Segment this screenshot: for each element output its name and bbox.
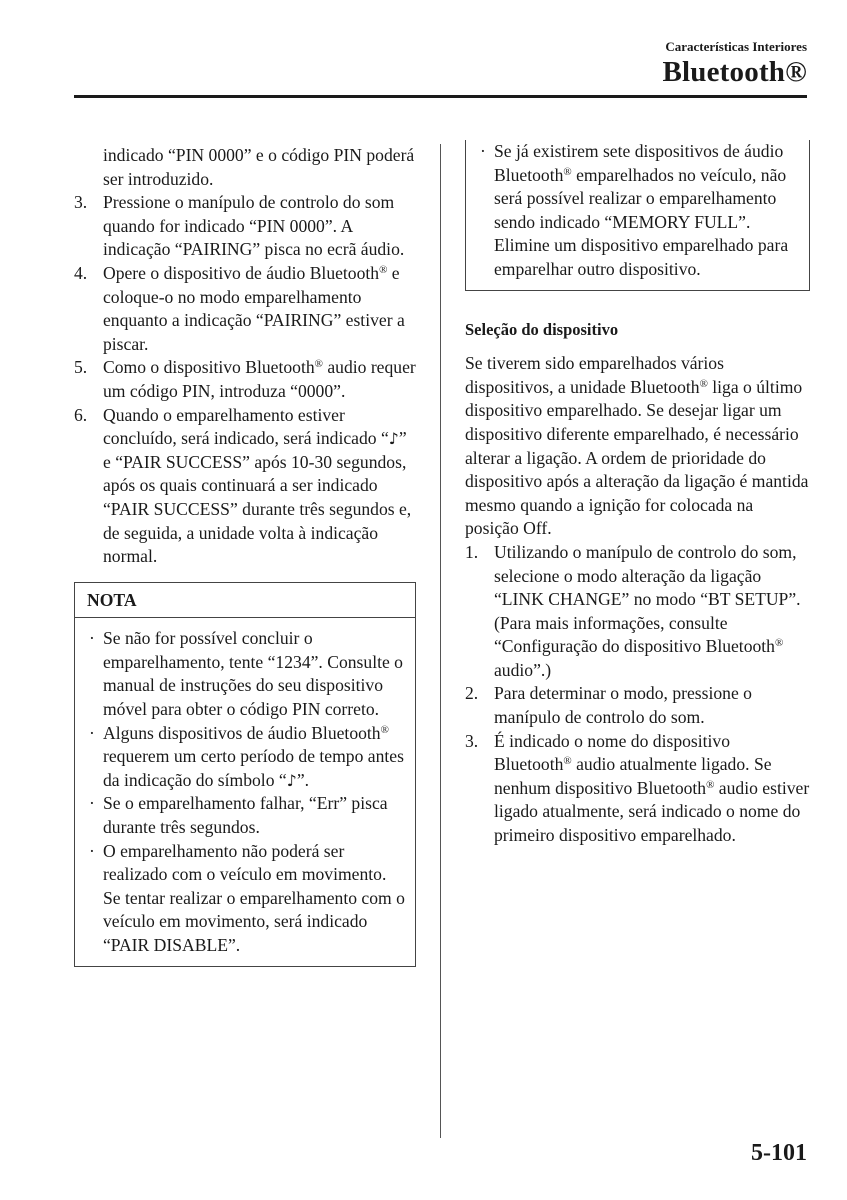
- registered-mark: ®: [706, 778, 715, 791]
- step-item: [465, 730, 810, 848]
- bullet-text: Se não for possível concluir o emparelhamento, tente “1234”. Consulte o manual de instruções do seu dispositivo móvel para obter o código PIN correto.: [103, 628, 403, 720]
- registered-mark: ®: [563, 165, 572, 178]
- section-subheading: Seleção do dispositivo: [465, 319, 619, 339]
- step-text: Utilizando o manípulo de controlo do som, selecione o modo alteração da ligação “LINK CHANGE” no modo “BT SETUP”. (Para mais informações, consulte “Configuração do dispositivo Bluetooth® audio”.): [494, 541, 801, 680]
- music-note-icon: ♪: [388, 429, 399, 449]
- continued-text: indicado “PIN 0000” e o código PIN poderá ser introduzido.: [103, 145, 415, 189]
- music-note-icon: ♪: [286, 770, 297, 790]
- bullet-dot: ·: [480, 141, 486, 161]
- bullet-text: Se já existirem sete dispositivos de áudio Bluetooth® emparelhados no veículo, não será possível realizar o emparelhamento sendo indicado “MEMORY FULL”. Elimine um dispositivo emparelhado para emparelhar outro dispositivo.: [494, 141, 789, 279]
- step-number: 3.: [74, 192, 88, 213]
- paragraph: Se tiverem sido emparelhados vários dispositivos, a unidade Bluetooth® liga o último dispositivo emparelhado. Se desejar ligar um dispositivo diferente emparelhado, é necessário alterar a ligação. A ordem de prioridade do dispositivo após a alteração da ligação é mantida mesmo quando a ignição for colocada na posição Off.: [465, 353, 809, 539]
- bullet-text: Alguns dispositivos de áudio Bluetooth® requerem um certo período de tempo antes da indicação do símbolo “♪”.: [103, 722, 404, 790]
- step-item: [74, 404, 416, 569]
- step-item: [74, 356, 416, 403]
- registered-mark: ®: [563, 755, 572, 768]
- registered-mark: ®: [314, 358, 323, 371]
- note-bullet: [85, 627, 405, 721]
- note-bullet: [85, 792, 405, 839]
- section-title: Características Interiores: [665, 39, 807, 54]
- step-item: [74, 191, 416, 262]
- page-number: 5-101: [751, 1140, 807, 1166]
- step-item: [465, 541, 810, 683]
- registered-mark: ®: [699, 377, 708, 390]
- note-bullet: [85, 840, 405, 958]
- registered-mark: ®: [379, 263, 388, 276]
- bullet-dot: ·: [89, 793, 95, 814]
- registered-mark: ®: [774, 637, 784, 650]
- note-body: [75, 618, 415, 965]
- step-item: [465, 682, 810, 729]
- step-text: Quando o emparelhamento estiver concluído, será indicado, será indicado “♪” e “PAIR SUCCESS” após 10-30 segundos, após os quais continuará a ser indicado “PAIR SUCCESS” durante três segundos e, de seguida, a unidade volta à indicação normal.: [103, 404, 412, 567]
- bullet-text: Se o emparelhamento falhar, “Err” pisca durante três segundos.: [103, 793, 388, 838]
- step-number: 6.: [74, 404, 88, 425]
- note-bullet: [85, 722, 405, 793]
- step-number: 3.: [465, 730, 479, 751]
- step-item: [74, 262, 416, 356]
- step-text: Para determinar o modo, pressione o manípulo de controlo do som.: [494, 683, 752, 728]
- right-column: [465, 141, 810, 848]
- note-box-continued: [465, 140, 810, 291]
- step-text: Pressione o manípulo de controlo do som quando for indicado “PIN 0000”. A indicação “PAIRING” pisca no ecrã áudio.: [103, 192, 405, 260]
- note-bullet: [476, 140, 799, 282]
- left-column: [74, 144, 416, 967]
- bullet-dot: ·: [89, 840, 95, 861]
- step-text: É indicado o nome do dispositivo Bluetooth® audio atualmente ligado. Se nenhum dispositivo Bluetooth® audio estiver ligado atualmente, será indicado o nome do primeiro dispositivo emparelhado.: [494, 730, 810, 846]
- step-number: 4.: [74, 262, 88, 283]
- note-heading: NOTA: [75, 583, 415, 619]
- header-rule: [74, 95, 807, 98]
- step-number: 2.: [465, 683, 479, 704]
- step-number: 5.: [74, 357, 88, 378]
- step-text: Opere o dispositivo de áudio Bluetooth® e coloque-o no modo emparelhamento enquanto a indicação “PAIRING” estiver a piscar.: [103, 262, 405, 354]
- bullet-dot: ·: [89, 628, 95, 649]
- bullet-text: O emparelhamento não poderá ser realizado com o veículo em movimento. Se tentar realizar o emparelhamento com o veículo em movimento, será indicado “PAIR DISABLE”.: [103, 840, 405, 955]
- step-number: 1.: [465, 541, 479, 562]
- bullet-dot: ·: [89, 722, 95, 743]
- page-title: Bluetooth®: [662, 56, 807, 88]
- column-divider: [440, 144, 441, 1138]
- note-box: [74, 582, 416, 967]
- registered-mark: ®: [380, 723, 389, 736]
- step-text: Como o dispositivo Bluetooth® audio requer um código PIN, introduza “0000”.: [103, 357, 416, 401]
